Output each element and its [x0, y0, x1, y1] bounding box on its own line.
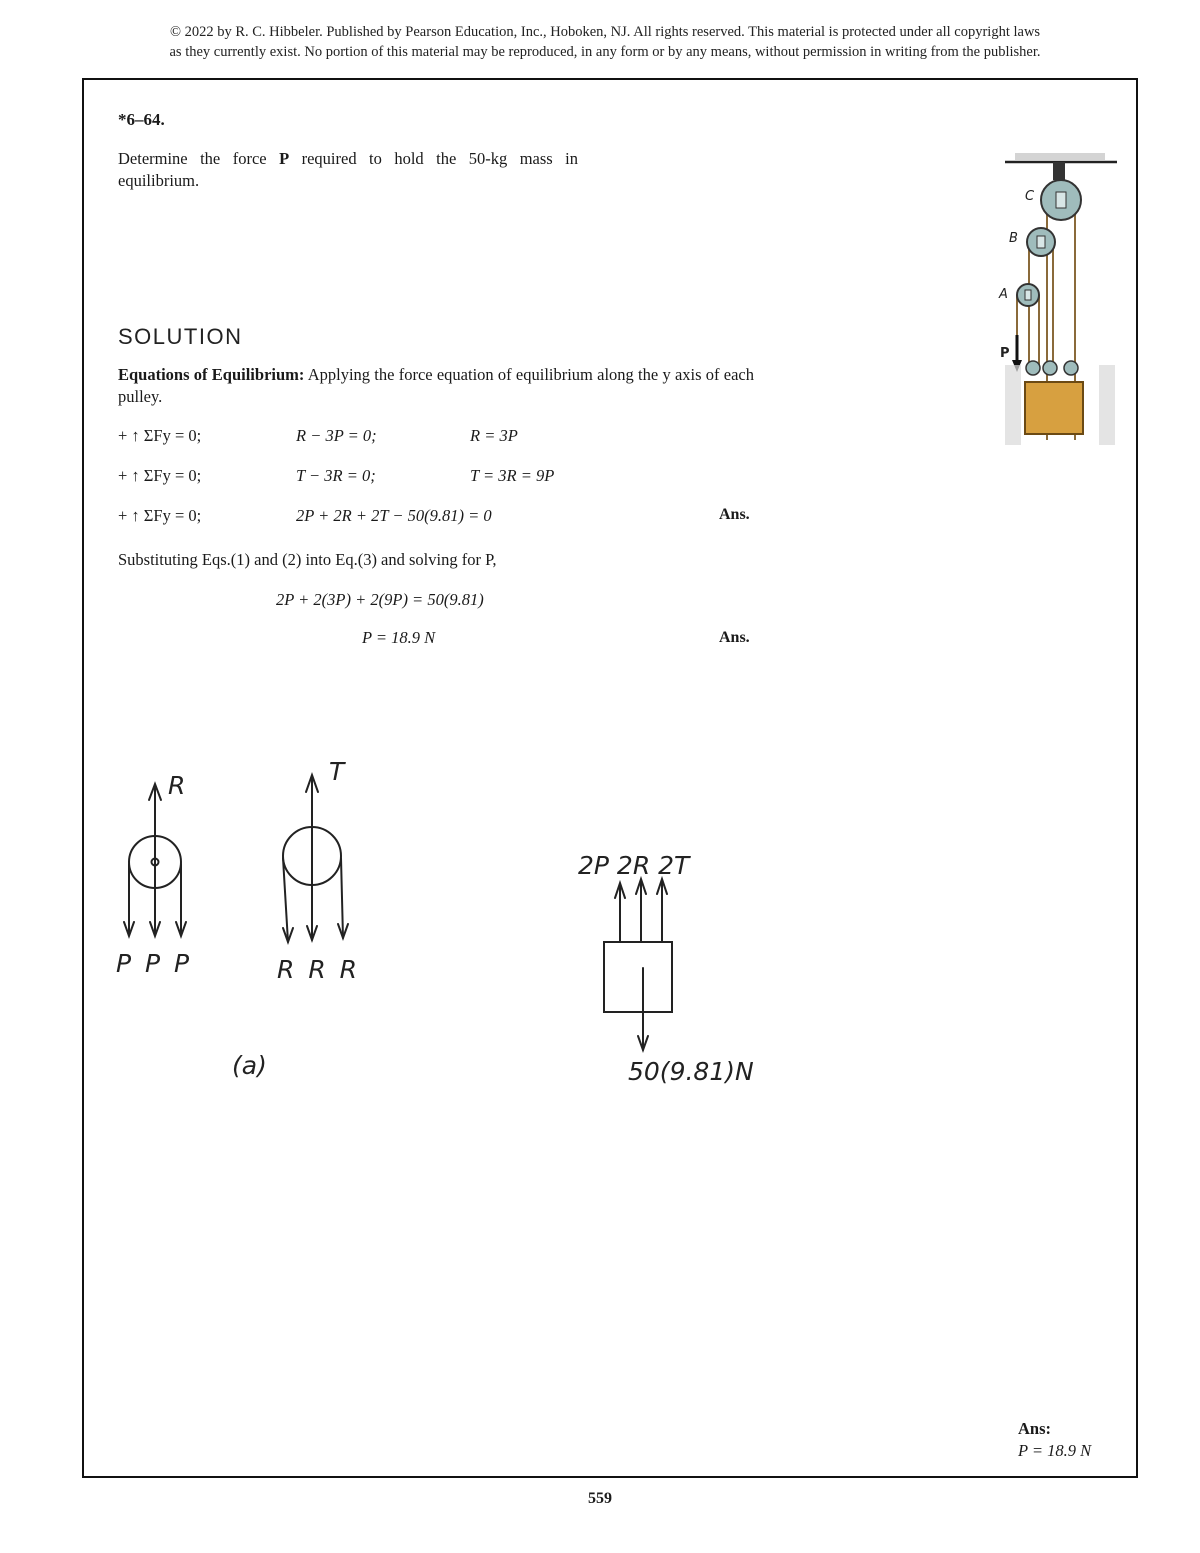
- ceiling-hatch: [1015, 153, 1105, 161]
- ceiling-bracket: [1053, 162, 1065, 180]
- fbd-caption: (a): [232, 1051, 267, 1080]
- eq2-lhs: + ↑ ΣFy = 0;: [118, 466, 202, 485]
- block-top-label: 2P 2R 2T: [578, 851, 690, 880]
- copyright-line-1: © 2022 by R. C. Hibbeler. Published by Pearson Education, Inc., Hoboken, NJ. All rights reserved. This material is protected under all copyright laws: [169, 24, 1041, 40]
- copyright-notice: [90, 22, 1120, 62]
- right-wall-hatch: [1099, 365, 1115, 445]
- block-pulley-2: [1043, 361, 1057, 375]
- pulley2-bottom-label: R R R: [277, 955, 361, 984]
- equation-row-1: [118, 426, 758, 450]
- pulley1-top-label: R: [168, 771, 186, 800]
- answer-title: Ans:: [1018, 1419, 1052, 1438]
- intro-bold: Equations of Equilibrium:: [118, 365, 305, 384]
- result-ans-label: Ans.: [719, 629, 750, 646]
- equation-row-2: [118, 466, 758, 490]
- eq1-lhs: + ↑ ΣFy = 0;: [118, 426, 202, 445]
- eq3-mid: 2P + 2R + 2T − 50(9.81) = 0: [296, 506, 492, 525]
- pulley1-bottom-label: P P P: [116, 949, 193, 978]
- problem-text-after: required to hold the 50-kg mass in equilibrium.: [118, 149, 578, 190]
- pulley-b-hub: [1037, 236, 1045, 248]
- left-wall-hatch: [1005, 365, 1021, 445]
- eq1-mid: R − 3P = 0;: [296, 426, 377, 445]
- free-body-diagrams: [100, 750, 800, 1100]
- pulley2-top-label: T: [329, 757, 345, 786]
- problem-number: *6–64.: [118, 110, 165, 129]
- result-equation: P = 18.9 N: [362, 628, 436, 647]
- page-number: 559: [588, 1490, 612, 1507]
- eq1-right: R = 3P: [470, 426, 518, 445]
- eq2-right: T = 3R = 9P: [470, 466, 555, 485]
- substituting-text: Substituting Eqs.(1) and (2) into Eq.(3) and solving for P,: [118, 550, 497, 569]
- solution-heading: SOLUTION: [118, 324, 243, 349]
- equation-row-3: [118, 506, 758, 530]
- mass-block: [1025, 382, 1083, 434]
- eq3-ans-label: Ans.: [719, 506, 750, 523]
- pulley-c-hub: [1056, 192, 1066, 208]
- eq2-mid: T − 3R = 0;: [296, 466, 376, 485]
- solution-intro: [118, 364, 754, 408]
- block-pulley-3: [1064, 361, 1078, 375]
- block-pulley-1: [1026, 361, 1040, 375]
- block-bottom-label: 50(9.81)N: [628, 1057, 754, 1086]
- pulley-a-hub: [1025, 290, 1031, 300]
- problem-statement: [118, 148, 578, 192]
- copyright-line-2: as they currently exist. No portion of this material may be reproduced, in any form or by any means, without permission in writing from the publisher.: [169, 44, 1041, 60]
- force-p-label: P: [1000, 346, 1010, 361]
- pulley-system-figure: [995, 150, 1125, 450]
- pulley2-right-rope: [341, 858, 343, 938]
- pulley-b-label: B: [1009, 231, 1018, 246]
- problem-text-before: Determine the force: [118, 149, 280, 168]
- eq3-lhs: + ↑ ΣFy = 0;: [118, 506, 202, 525]
- substitution-equation: 2P + 2(3P) + 2(9P) = 50(9.81): [276, 590, 484, 609]
- pulley-a-label: A: [999, 287, 1008, 302]
- block-outline: [604, 942, 672, 1012]
- answer-box: [1018, 1418, 1091, 1462]
- answer-value: P = 18.9 N: [1018, 1441, 1092, 1460]
- force-symbol: P: [279, 149, 290, 168]
- pulley-c-label: C: [1025, 189, 1035, 204]
- intro-text: Applying the force equation of equilibrium along the y axis of each pulley.: [118, 365, 754, 406]
